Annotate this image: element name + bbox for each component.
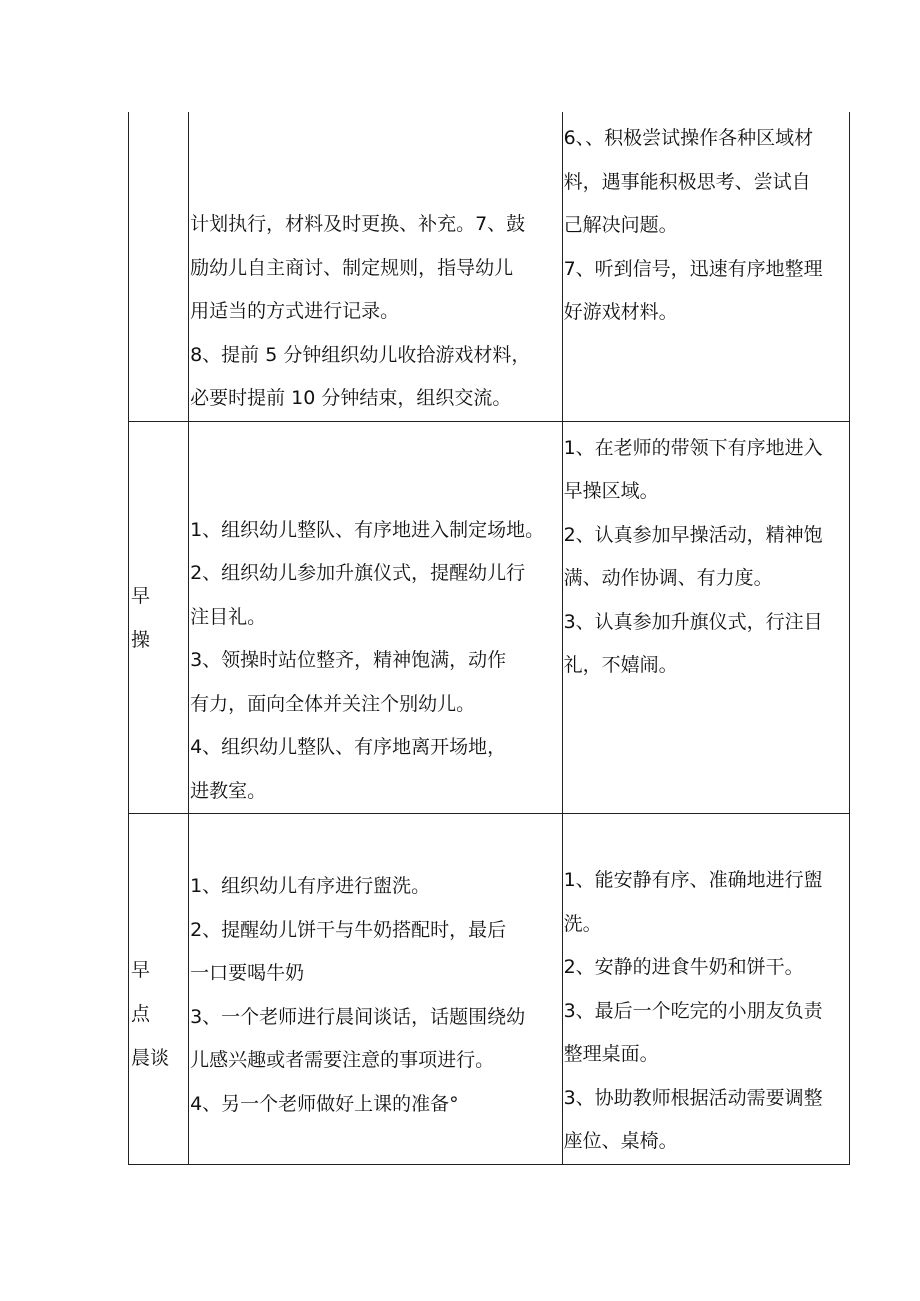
text-line: 4、另一个老师做好上课的准备° xyxy=(190,1092,459,1115)
text-line: 3、领操时站位整齐，精神饱满，动作 xyxy=(190,649,507,671)
child-behavior-cell xyxy=(562,814,849,1165)
text-line: 好游戏材料。 xyxy=(563,301,678,323)
text-line: 座位、桌椅。 xyxy=(563,1130,678,1152)
teacher-guidance-cell xyxy=(189,112,563,421)
text-line: 4、组织幼儿整队、有序地离开场地， xyxy=(190,736,507,758)
text-line: 满、动作协调、有力度。 xyxy=(563,567,773,589)
text-line: 2、组织幼儿参加升旗仪式，提醒幼儿行 xyxy=(190,562,526,584)
text-line: 注目礼。 xyxy=(190,605,267,628)
daily-routine-table xyxy=(128,112,850,1165)
table-row xyxy=(129,814,850,1165)
text-line: 己解决问题。 xyxy=(563,214,678,236)
text-line: 必要时提前 10 分钟结束，组织交流。 xyxy=(190,387,512,409)
text-line: 2、安静的进食牛奶和饼干。 xyxy=(563,956,804,978)
text-line: 7、听到信号，迅速有序地整理 xyxy=(563,257,823,280)
child-behavior-cell xyxy=(562,112,849,421)
text-line: 整理桌面。 xyxy=(563,1043,659,1065)
text-line: 1、组织幼儿有序进行盥洗。 xyxy=(190,875,431,897)
section-label-cell xyxy=(129,421,189,814)
section-label: 晨谈 xyxy=(131,1047,170,1069)
text-line: 2、提醒幼儿饼干与牛奶搭配时，最后 xyxy=(190,918,507,941)
text-line: 3、最后一个吃完的小朋友负责 xyxy=(563,999,823,1022)
text-line: 洗。 xyxy=(563,912,602,935)
text-line: 一口要喝牛奶 xyxy=(190,962,305,984)
section-cell xyxy=(129,112,189,421)
text-line: 3、协助教师根据活动需要调整 xyxy=(563,1086,823,1109)
teacher-guidance-cell xyxy=(189,421,563,814)
text-line: 8、提前 5 分钟组织幼儿收拾游戏材料， xyxy=(190,343,531,366)
teacher-guidance-cell xyxy=(189,814,563,1165)
section-label: 早 xyxy=(131,584,151,607)
text-line: 1、能安静有序、准确地进行盥 xyxy=(563,869,823,891)
section-label: 早 点 xyxy=(131,959,170,1025)
section-label-cell xyxy=(129,814,189,1165)
table-row xyxy=(129,421,850,814)
text-line: 3、认真参加升旗仪式，行注目 xyxy=(563,610,823,633)
text-line: 用适当的方式进行记录。 xyxy=(190,300,400,322)
text-line: 励幼儿自主商讨、制定规则，指导幼儿 xyxy=(190,256,514,279)
text-line: 料，遇事能积极思考、尝试自 xyxy=(563,170,811,193)
text-line: 儿感兴趣或者需要注意的事项进行。 xyxy=(190,1049,495,1071)
text-line: 有力，面向全体并关注个别幼儿。 xyxy=(190,692,476,715)
text-line: 进教室。 xyxy=(190,779,267,802)
table-row xyxy=(129,112,850,421)
text-line: 6、、积极尝试操作各种区域材 xyxy=(563,127,814,149)
text-line: 1、组织幼儿整队、有序地进入制定场地。 xyxy=(190,518,545,541)
text-line: 计划执行，材料及时更换、补充。7、鼓 xyxy=(190,213,526,235)
text-line: 礼，不嬉闹。 xyxy=(563,654,678,676)
text-line: 1、在老师的带领下有序地进入 xyxy=(563,436,823,459)
text-line: 3、一个老师进行晨间谈话，话题围绕幼 xyxy=(190,1005,526,1028)
section-label: 操 xyxy=(131,628,151,651)
text-line: 2、认真参加早操活动，精神饱 xyxy=(563,523,823,546)
text-line: 早操区域。 xyxy=(563,480,659,502)
child-behavior-cell xyxy=(562,421,849,814)
